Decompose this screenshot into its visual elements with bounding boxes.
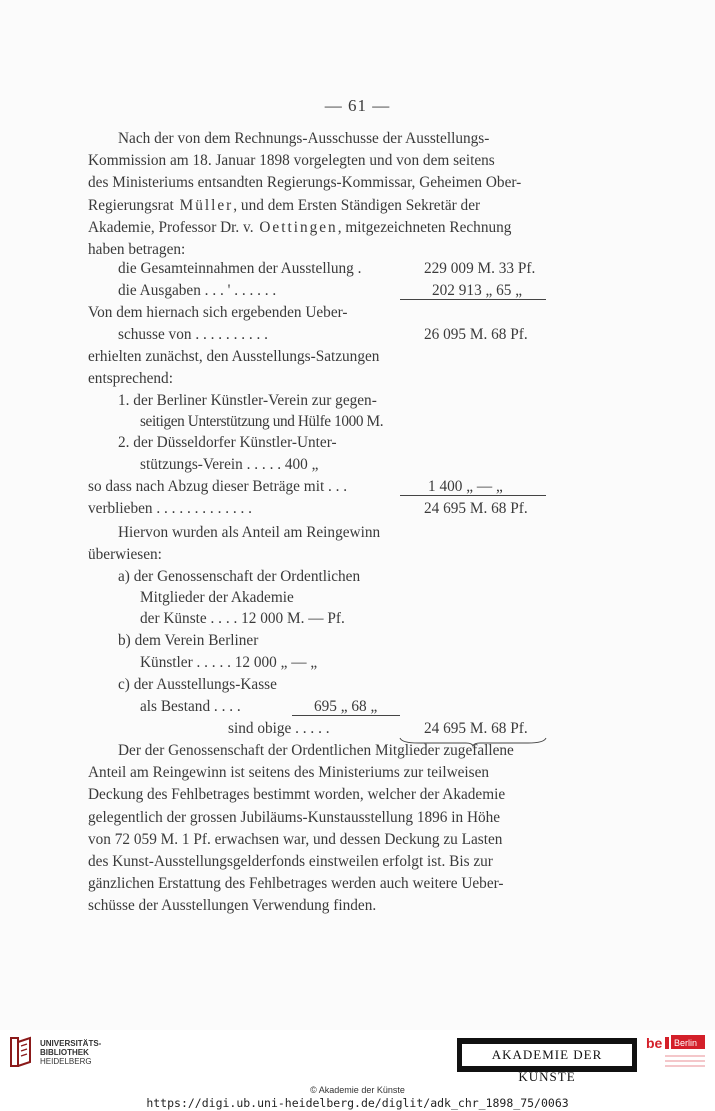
item-1-line-2: seitigen Unterstützung und Hülfe 1000 M. xyxy=(140,413,384,430)
verblieben-label: verblieben . . . . . . . . . . . . . xyxy=(88,500,252,517)
obige-amount: 24 695 M. 68 Pf. xyxy=(424,720,528,737)
closing-line: des Kunst-Ausstellungsgelderfonds einstweilen erfolgt ist. Bis zur xyxy=(88,853,493,871)
hiervon-line-1: Hiervon wurden als Anteil am Reingewinn xyxy=(118,524,381,541)
logo-line: BIBLIOTHEK xyxy=(40,1047,89,1057)
logo-line: HEIDELBERG xyxy=(40,1056,92,1066)
svg-text:Berlin: Berlin xyxy=(674,1038,698,1048)
intro-line: Kommission am 18. Januar 1898 vorgelegten und von dem seitens xyxy=(88,152,495,170)
item-a-line-3: der Künste . . . . 12 000 M. — Pf. xyxy=(140,610,345,627)
item-c-line-1: c) der Ausstellungs-Kasse xyxy=(118,676,277,693)
intro-line: Regierungsrat xyxy=(88,196,174,214)
einnahmen-label: die Gesamteinnahmen der Ausstellung . xyxy=(118,260,362,277)
item-2-line-1: 2. der Düsseldorfer Künstler-Unter- xyxy=(118,434,337,451)
item-1-line-1: 1. der Berliner Künstler-Verein zur gegen- xyxy=(118,392,377,409)
akademie-der-kuenste-logo[interactable] xyxy=(457,1038,637,1084)
erhielten-line-1: erhielten zunächst, den Ausstellungs-Satzungen xyxy=(88,348,380,365)
item-a-line-1: a) der Genossenschaft der Ordentlichen xyxy=(118,568,361,585)
intro-line: des Ministeriums entsandten Regierungs-Kommissar, Geheimen Ober- xyxy=(88,174,522,192)
logo-line: UNIVERSITÄTS- xyxy=(40,1038,102,1048)
item-c-amount: 695 „ 68 „ xyxy=(314,698,378,715)
ueberschuss-amount: 26 095 M. 68 Pf. xyxy=(424,326,528,343)
source-url-link[interactable]: https://digi.ub.uni-heidelberg.de/diglit/adk_chr_1898_75/0063 xyxy=(146,1096,569,1110)
abzug-amount: 1 400 „ — „ xyxy=(428,478,503,495)
ausgaben-label: die Ausgaben . . . ' . . . . . . xyxy=(118,282,277,299)
erhielten-line-2: entsprechend: xyxy=(88,370,173,387)
abzug-label: so dass nach Abzug dieser Beträge mit . . . xyxy=(88,478,348,495)
item-2-line-2: stützungs-Verein . . . . . 400 „ xyxy=(140,456,319,473)
closing-line: Anteil am Reingewinn ist seitens des Ministeriums zur teilweisen xyxy=(88,764,490,782)
item-a-line-2: Mitglieder der Akademie xyxy=(140,589,294,606)
ueberschuss-label-2: schusse von . . . . . . . . . . xyxy=(118,326,268,343)
spaced-name-mueller: Müller xyxy=(173,196,234,214)
ausgaben-amount: 202 913 „ 65 „ xyxy=(432,282,523,299)
einnahmen-amount: 229 009 M. 33 Pf. xyxy=(424,260,536,277)
sum-rule xyxy=(400,495,546,496)
sub-sum-rule xyxy=(292,715,400,716)
footer xyxy=(0,1030,715,1111)
item-c-label: als Bestand . . . . xyxy=(140,698,241,715)
intro-line: , und dem Ersten Ständigen Sekretär der xyxy=(233,196,481,214)
university-library-logo[interactable] xyxy=(8,1036,101,1068)
closing-line: von 72 059 M. 1 Pf. erwachsen war, und dessen Deckung zu Lasten xyxy=(88,830,503,848)
intro-line: Akademie, Professor Dr. v. xyxy=(88,218,254,236)
hiervon-line-2: überwiesen: xyxy=(88,546,162,563)
page-number: — 61 — xyxy=(324,96,391,115)
intro-line: haben betragen: xyxy=(88,241,186,259)
library-emblem-icon xyxy=(8,1036,34,1068)
spaced-name-oettingen: Oettingen xyxy=(253,218,338,236)
svg-text:be: be xyxy=(646,1035,663,1051)
intro-paragraph xyxy=(88,128,545,261)
closing-line: gelegentlich der grossen Jubiläums-Kunstausstellung 1896 in Höhe xyxy=(88,808,501,826)
closing-line: Der der Genossenschaft der Ordentlichen Mitglieder zugefallene xyxy=(118,742,514,759)
item-b-line-2: Künstler . . . . . 12 000 „ — „ xyxy=(140,654,318,671)
intro-line: , mitgezeichneten Rechnung xyxy=(337,218,512,236)
closing-line: gänzlichen Erstattung des Fehlbetrages werden auch weitere Ueber- xyxy=(88,875,504,893)
sum-rule xyxy=(400,299,546,300)
item-b-line-1: b) dem Verein Berliner xyxy=(118,632,259,649)
closing-line: Deckung des Fehlbetrages bestimmt worden, welcher der Akademie xyxy=(88,786,506,804)
ueberschuss-label-1: Von dem hiernach sich ergebenden Ueber- xyxy=(88,304,348,321)
be-berlin-logo[interactable] xyxy=(645,1034,707,1078)
obige-label: sind obige . . . . . xyxy=(228,720,330,737)
verblieben-amount: 24 695 M. 68 Pf. xyxy=(424,500,528,517)
intro-line: Nach der von dem Rechnungs-Ausschusse der Ausstellungs- xyxy=(118,130,490,147)
akademie-label: AKADEMIE DER KÜNSTE xyxy=(461,1043,633,1067)
closing-line: schüsse der Ausstellungen Verwendung finden. xyxy=(88,897,377,915)
copyright-notice: © Akademie der Künste xyxy=(310,1085,405,1095)
closing-paragraph xyxy=(88,740,545,918)
